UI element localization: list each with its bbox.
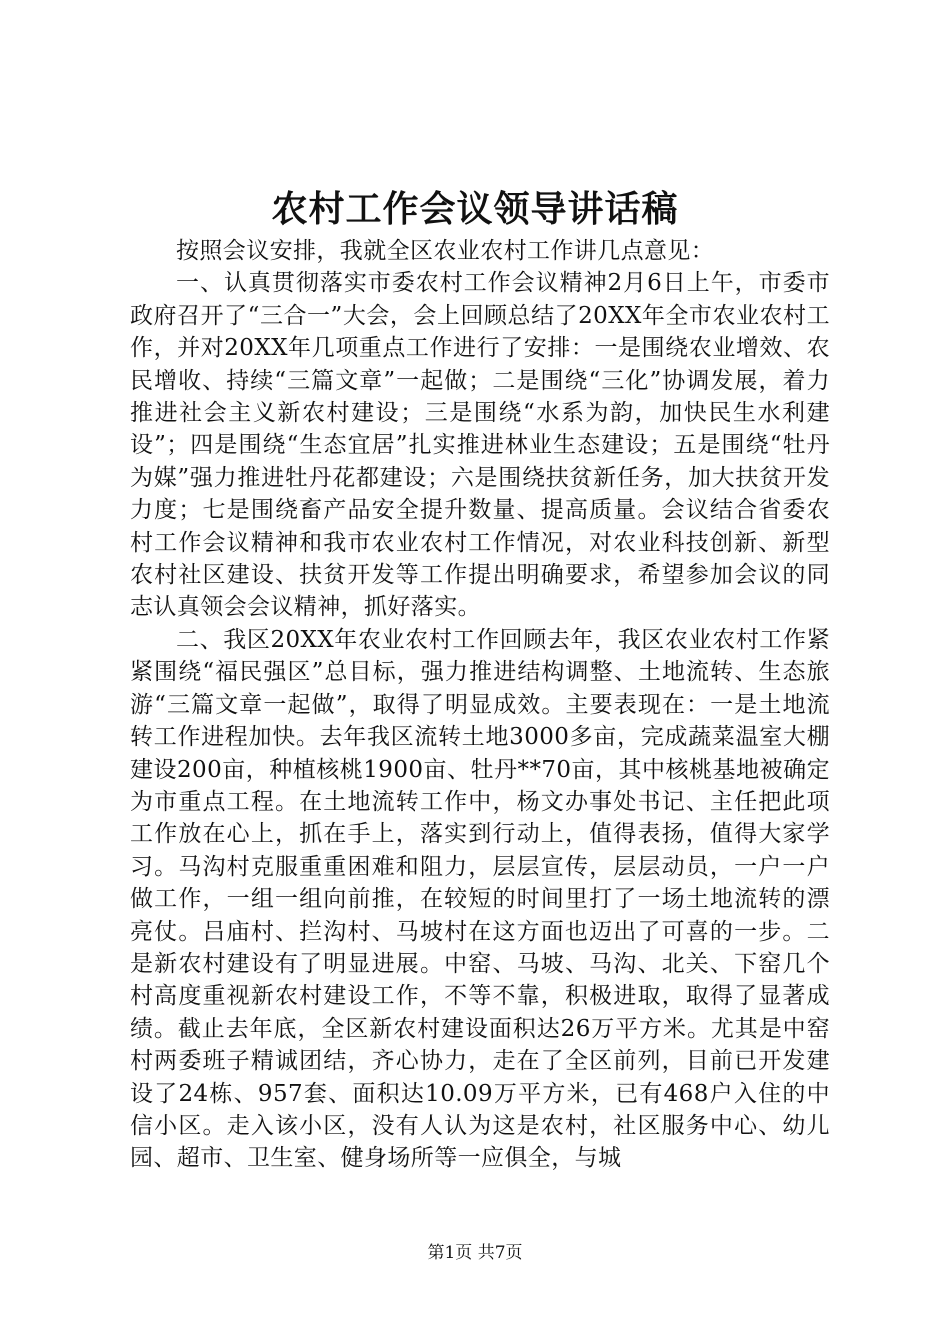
paragraph-intro: 按照会议安排，我就全区农业农村工作讲几点意见： (176, 238, 715, 264)
paragraph-section-one: 一、认真贯彻落实市委农村工作会议精神2月6日上午，市委市政府召开了“三合一”大会，会上回顾总结了20XX年全市农业农村工作，并对20XX年几项重点工作进行了安排：一是围绕农业增效、农民增收、持续“三篇文章”一起做；二是围绕“三化”协调发展，着力推进社会主义新农村建设；三是围绕“水系为韵，加快民生水利建设”；四是围绕“生态宜居”扎实推进林业生态建设；五是围绕“牡丹为媒”强力推进牡丹花都建设；六是围绕扶贫新任务，加大扶贫开发力度；七是围绕畜产品安全提升数量、提高质量。会议结合省委农村工作会议精神和我市农业农村工作情况，对农业科技创新、新型农村社区建设、扶贫开发等工作提出明确要求，希望参加会议的同志认真领会会议精神，抓好落实。 (130, 270, 830, 621)
document-body (130, 235, 830, 1175)
paragraph-section-two: 二、我区20XX年农业农村工作回顾去年，我区农业农村工作紧紧围绕“福民强区”总目标，强力推进结构调整、土地流转、生态旅游“三篇文章一起做”，取得了明显成效。主要表现在：一是土地流转工作进程加快。去年我区流转土地3000多亩，完成蔬菜温室大棚建设200亩，种植核桃1900亩、牡丹**70亩，其中核桃基地被确定为市重点工程。在土地流转工作中，杨文办事处书记、主任把此项工作放在心上，抓在手上，落实到行动上，值得表扬，值得大家学习。马沟村克服重重困难和阻力，层层宣传，层层动员，一户一户做工作，一组一组向前推，在较短的时间里打了一场土地流转的漂亮仗。吕庙村、拦沟村、马坡村在这方面也迈出了可喜的一步。二是新农村建设有了明显进展。中窑、马坡、马沟、北关、下窑几个村高度重视新农村建设工作，不等不靠，积极进取，取得了显著成绩。截止去年底，全区新农村建设面积达26万平方米。尤其是中窑村两委班子精诚团结，齐心协力，走在了全区前列，目前已开发建设了24栋、957套、面积达10.09万平方米，已有468户入住的中信小区。走入该小区，没有人认为这是农村，社区服务中心、幼儿园、超市、卫生室、健身场所等一应俱全，与城 (130, 626, 830, 1172)
page-number-footer: 第1页 共7页 (427, 1243, 523, 1263)
document-title: 农村工作会议领导讲话稿 (271, 188, 679, 230)
